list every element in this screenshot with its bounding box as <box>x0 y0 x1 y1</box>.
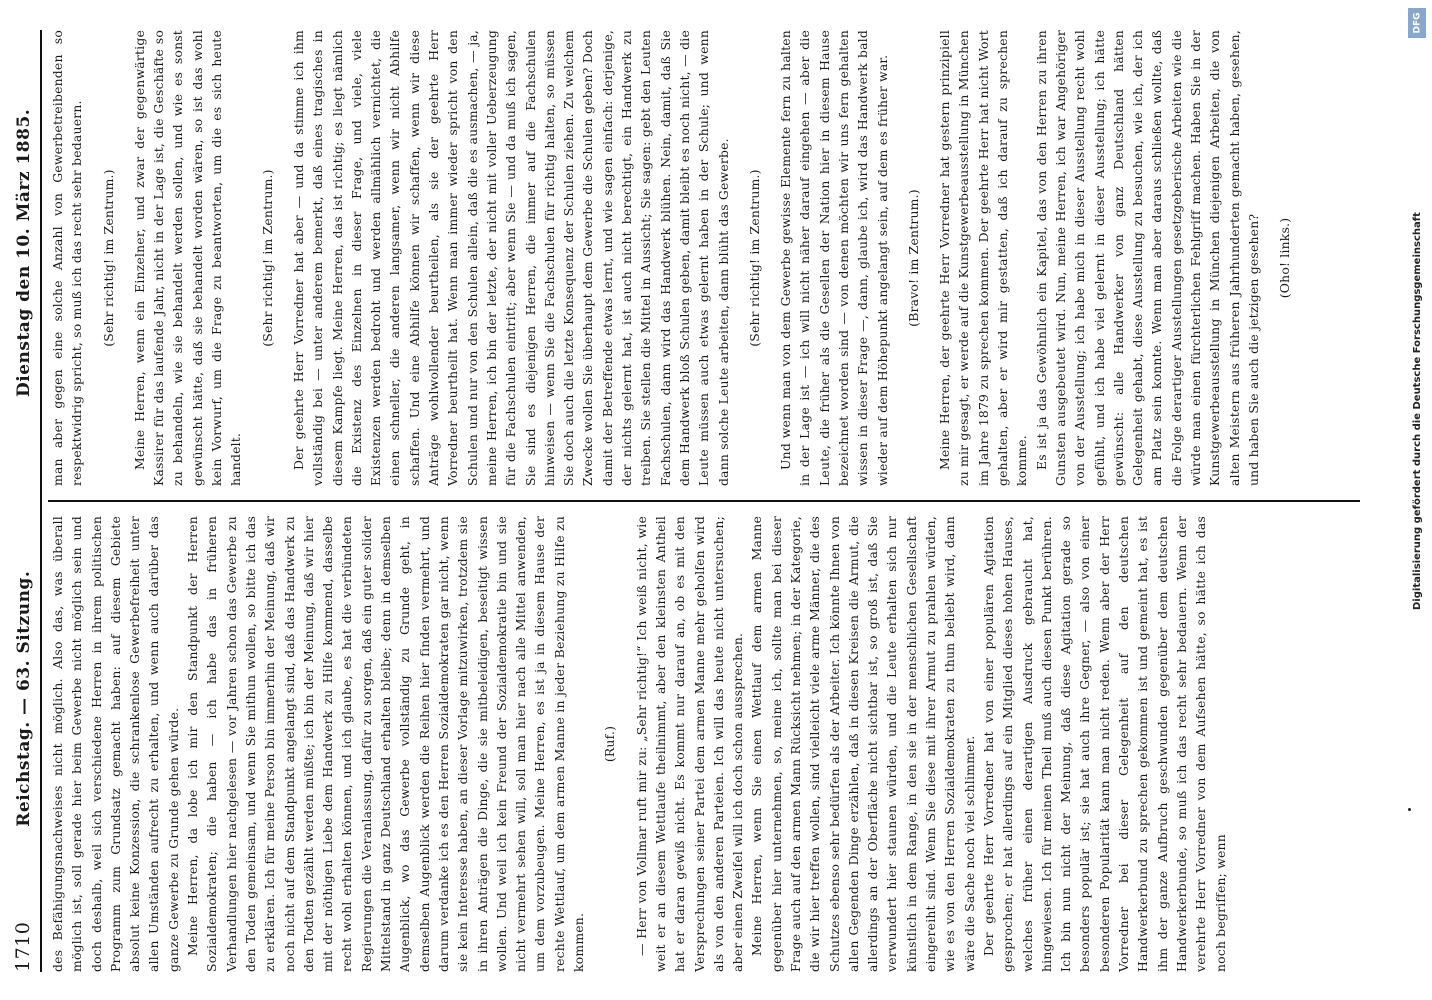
dfg-logo: DFG <box>1408 8 1426 38</box>
header-right-title: Dienstag den 10. März 1885. <box>14 108 34 397</box>
paragraph: man aber gegen eine solche Anzahl von Gewerbetreibenden so respektwidrig spricht, so muß ich das recht sehr bedauern. <box>50 30 85 486</box>
paragraph: Meine Herren, da lobe ich mir den Standpunkt der Herren Sozialdemokraten; die haben — ich habe das in früheren Verhandlungen hier nachgelesen — vor Jahren schon das Gewerbe zu den Toden gemeinsam, und wenn Sie mithun wollen, so bitte ich das zu erklären. Ich für meine Person bin immerhin der Meinung, daß wir noch nicht auf dem Standpunkt angelangt sind, daß das Handwerk zu den Todten gezählt werden müßte; ich bin der Meinung, daß wir hier mit der nöthigen Liebe dem Handwerk zu Hilfe kommend, dasselbe recht wohl erhalten können, und ich glaube, es hat die verbündeten Regierungen die Veranlassung, dafür zu sorgen, daß ein guter solider Mittelstand in ganz Deutschland erhalten bleibe; denn in demselben Augenblick, wo das Gewerbe vollständig zu Grunde geht, in demselben Augenblick werden die Reihen hier finden vermehrt, und darum verdanke ich es den Herren Sozialdemokraten gar nicht, wenn sie kein Interesse haben, an dieser Vorlage mitzuwirken, trotzdem sie in ihren Anträgen die Dinge, die sie mitbeleidigen, beseitigt wissen wollen. Und weil ich kein Freund der Sozialdemokratie bin und sie nicht vermehrt sehen will, soll man hier nach alle Mittel anwenden, um dem vorzubeugen. Meine Herren, es ist ja in diesem Hause der rechte Wettlauf, um dem armen Manne in jeder Beziehung zu Hilfe zu kommen. <box>185 516 587 972</box>
page-number: 1710 <box>12 921 34 972</box>
interjection: (Ruf.) <box>602 725 618 763</box>
interjection: (Sehr richtig! im Zentrum.) <box>746 169 762 347</box>
paragraph: Und wenn man von dem Gewerbe gewisse Elemente fern zu halten in der Lage ist — ich will nicht näher darauf eingehen — aber die Leute, die früher als die Gesellen der Nation hier in diesem Hause bezeichnet worden sind — von denen möchten wir uns fern gehalten wissen in dieser Frage —, dann, glaube ich, wird das Handwerk bald wieder auf dem Höhepunkt angelangt sein, auf dem es früher war. <box>778 30 890 486</box>
paragraph: des Befähigungsnachweises nicht möglich. Also das, was überall möglich ist, soll gerade hier beim Gewerbe nicht möglich sein und doch deshalb, weil sich verschiedene Herren in ihrem politischen Programm zum Grundsatz gemacht haben: auf diesem Gebiete absolut keine Konzession, die schrankenlose Gewerbefreiheit unter allen Umständen aufrecht zu erhalten, und wenn auch darüber das ganze Gewerbe zu Grunde gehen würde. <box>50 516 181 972</box>
interjection: (Oho! links.) <box>1277 217 1293 299</box>
header-rule <box>40 30 42 972</box>
credit-text: Digitalisierung gefördert durch die Deutsche Forschungsgemeinschaft <box>1412 212 1423 610</box>
paragraph: Der geehrte Herr Vorredner hat aber — und da stimme ich ihm vollständig bei — unter anderem bemerkt, daß eines tragisches in diesem Kampfe liegt. Meine Herren, das ist richtig; es liegt nämlich die Existenz des Einzelnen in dieser Frage, und viele, viele Existenzen werden bedroht und werden allmählich vernichtet, die einen schneller, die anderen langsamer, wenn wir nicht Abhilfe schaffen. Und eine Abhilfe können wir schaffen, wenn wir diese Anträge wohlwollender beurtheilen, als sie der geehrte Herr Vorredner beurtheilt hat. Wenn man immer wieder spricht von den Schulen und nur von den Schulen allein, daß die es ausmachen, — ja, meine Herren, ich bin der letzte, der nicht mit voller Ueberzeugung für die Fachschulen eintritt; aber wenn Sie — und da muß ich sagen, Sie sind es diejenigen Herren, die immer auf die Fachschulen hinweisen — wenn Sie die Fachschulen für richtig halten, so müssen Sie doch auch die letzte Konsequenz der Schulen ziehen. Zu welchem Zwecke wollen Sie überhaupt dem Gewerbe die Schulen geben? Doch damit der Betreffende etwas lernt, und wie sagen einfach: derjenige, der nichts gelernt hat, ist auch nicht berechtigt, ein Handwerk zu treiben. Sie stellen die Mittel in Aussicht; Sie sagen: gebt den Leuten Fachschulen, dann wird das Handwerk blühen. Nein, damit, daß Sie dem Handwerk bloß Schulen geben, damit bleibt es noch nicht, — die Leute müssen auch etwas gelernt haben in der Schule; und wenn dann solche Leute arbeiten, dann blüht das Gewerbe. <box>290 30 731 486</box>
scan-speck <box>1408 808 1411 811</box>
digitization-credit <box>1408 0 1430 1000</box>
paragraph: Der geehrte Herr Vorredner hat von einer populären Agitation gesprochen; er hat allerdings auf ein Mitglied dieses hohen Hauses, welches früher einen derartigen Ausdruck gebraucht hat, hingewiesen. Ich für meinen Theil muß auch diesen Punkt berühren. Ich bin nun nicht der Meinung, daß diese Agitation gerade so besonders populär ist; sie hat auch ihre Gegner, — also von einer besonderen Popularität kann man nicht reden. Wenn aber der Herr Vorredner bei dieser Gelegenheit auf den deutschen Handwerkerbund zu sprechen gekommen ist und gemeint hat, es ist ihm der ganze Aufbruch geschwunden gegenüber dem deutschen Handwerkerbunde, so muß ich das recht sehr bedauern. Wenn der verehrte Herr Vorredner von dem Aufsehen hätte, so hätte ich das noch begriffen; wenn <box>980 516 1228 972</box>
text-columns <box>48 30 1360 972</box>
paragraph: Meine Herren, wenn ein Einzelner, und zwar der gegenwärtige Kassirer für das laufende Jahr, nicht in der Lage ist, die Geschäfte so zu behandeln, wie sie behandelt werden sollen, und wie es sonst gewünscht hätte, daß sie behandelt worden wären, so ist das wohl kein Vorwurf, um die Frage zu beantworten, um die es sich heute handelt. <box>131 30 244 486</box>
right-column <box>48 30 1360 486</box>
paragraph: Meine Herren, der geehrte Herr Vorredner hat gestern prinzipiell zu mir gesagt, er werde auf die Kunstgewerbeausstellung in München im Jahre 1879 zu sprechen kommen. Der geehrte Herr hat nicht Wort gehalten, aber er wird mir gestatten, daß ich darauf zu sprechen komme. <box>937 30 1030 486</box>
column-divider <box>48 500 1360 502</box>
interjection: (Sehr richtig! im Zentrum.) <box>100 169 116 347</box>
paragraph: Meine Herren, wenn Sie einen Wettlauf dem armen Manne gegenüber hier unternehmen, so, meine ich, sollte man bei dieser Frage auch auf den armen Mann Rücksicht nehmen; in der Kategorie, die wir hier treffen wollen, sind vielleicht viele arme Männer, die des Schutzes ebenso sehr bedürfen als der Arbeiter. Ich könnte Ihnen von allen Gegenden Dinge erzählen, daß in diesen Kreisen die Armut, die allerdings an der Oberfläche nicht sichtbar ist, so groß ist, daß Sie verwundert hier staunen würden, und die Leute erhalten sich nur künstlich in dem Range, in den sie in der menschlichen Gesellschaft eingereiht sind. Wenn Sie diese mit ihrer Armut zu prahlen würden, wie es von den Herren Sozialdemokraten zu thun beliebt wird, dann wäre die Sache noch viel schlimmer. <box>749 516 977 972</box>
interjection: (Sehr richtig! im Zentrum.) <box>259 169 275 347</box>
header-left-title: Reichstag. — 63. Sitzung. <box>14 570 34 827</box>
paragraph: — Herr von Vollmar ruft mir zu: „Sehr richtig!“ Ich weiß nicht, wie weit er an diesem Wettlaufe theilnimmt, aber den kleinsten Antheil hat er daran gewiß nicht. Es kommt nur darauf an, ob es mit den Versprechungen seiner Partei dem armen Manne mehr geholfen wird als von den anderen Parteien. Ich will das heute nicht untersuchen; aber einen Zweifel will ich doch schon aussprechen. <box>633 516 746 972</box>
paragraph: Es ist ja das Gewöhnlich ein Kapitel, das von den Herren zu ihren Gunsten ausgebeutet wird. Nun, meine Herren, ich war Angehöriger von der Ausstellung; ich habe mich in dieser Ausstellung recht wohl gefühlt, und ich habe viel gelernt in dieser Ausstellung; ich hätte gewünscht: alle Handwerker von ganz Deutschland hätten Gelegenheit gehabt, diese Ausstellung zu besuchen, wie ich, der ich am Platz sein konnte. Wenn man aber daraus schließen wollte, daß die Folge derartiger Ausstellungen gesetzgeberische Arbeiten wie die würde man einen fürchterlichen Fehlgriff machen. Haben Sie in der Kunstgewerbeausstellung in München diejenigen Arbeiten, die von alten Meistern aus früheren Jahrhunderten gemacht haben, gesehen, und haben Sie auch die jetzigen gesehen? <box>1033 30 1261 486</box>
interjection: (Bravo! im Zentrum.) <box>905 189 921 327</box>
left-column <box>48 516 1360 972</box>
page-header <box>0 30 38 972</box>
